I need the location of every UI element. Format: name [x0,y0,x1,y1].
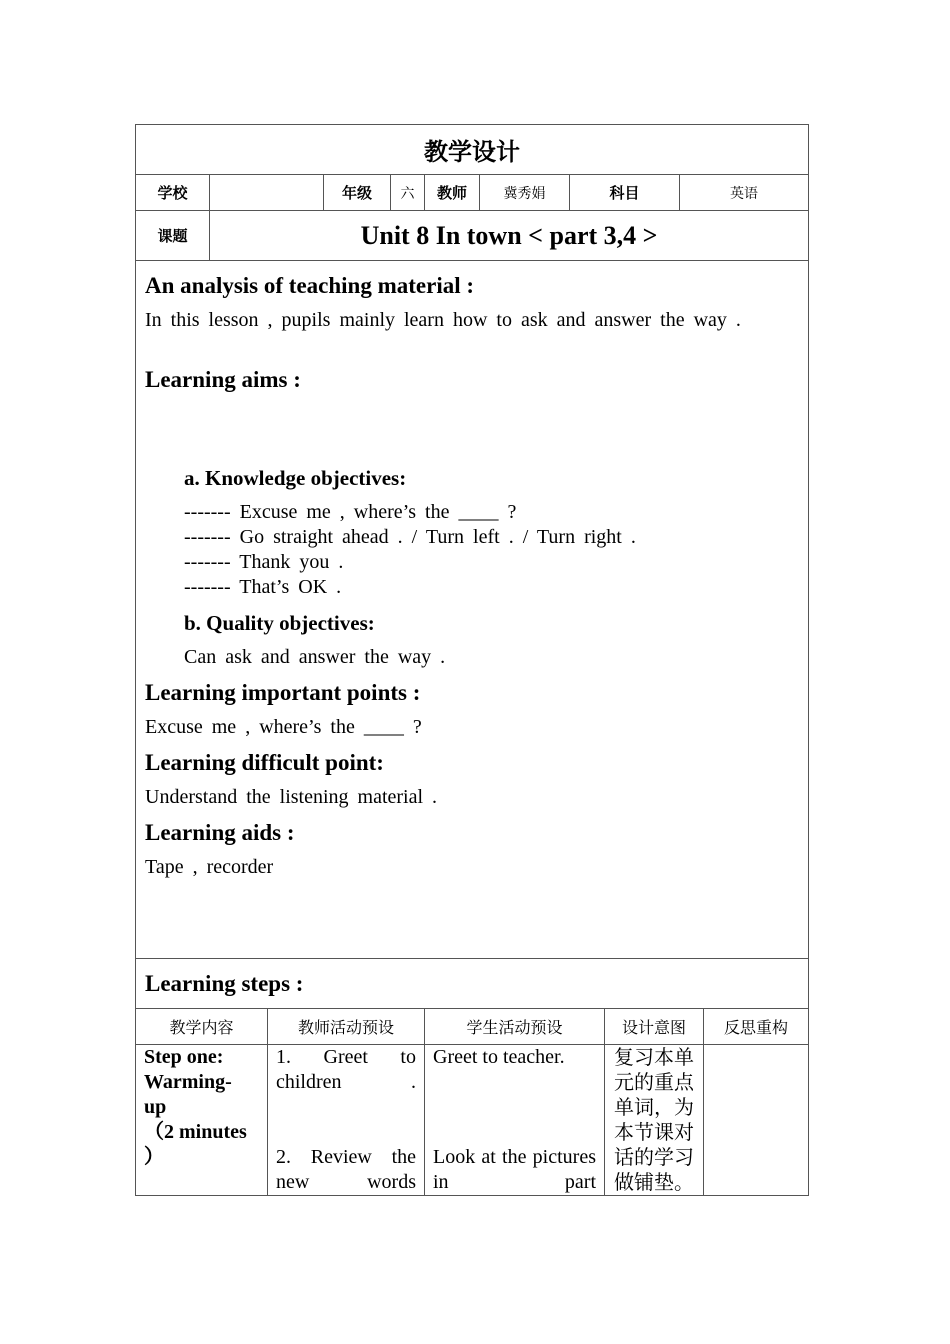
column-header: 反思重构 [704,1009,809,1045]
important-text: Excuse me , where’s the ____ ? [145,716,422,738]
teacher-label: 教师 [425,175,480,211]
column-header: 教学内容 [136,1009,268,1045]
teacher-activity-1: 1. Greet to children . [276,1046,416,1093]
step-line: Warming- [144,1071,232,1093]
knowledge-line: ------- Excuse me , where’s the ____ ? [184,501,517,523]
design-intent-cell: 复习本单元的重点单词，为本节课对话的学习做铺垫。 [605,1045,704,1196]
difficult-heading: Learning difficult point: [145,750,384,775]
teacher-activity-cell [268,1045,425,1196]
teacher-value: 冀秀娟 [480,175,570,211]
subject-label: 科目 [570,175,680,211]
table-row [136,1045,809,1196]
steps-heading: Learning steps : [145,970,304,996]
quality-heading: b. Quality objectives: [184,611,375,635]
knowledge-line: ------- Thank you . [184,551,344,573]
student-activity-1: Greet to teacher. [433,1046,565,1068]
student-activity-cell [425,1045,605,1196]
difficult-text: Understand the listening material . [145,786,438,808]
step-content-cell [136,1045,268,1196]
aids-text: Tape , recorder [145,856,274,878]
analysis-heading: An analysis of teaching material : [145,273,475,298]
aids-heading: Learning aids : [145,820,295,845]
knowledge-line: ------- That’s OK . [184,576,342,598]
step-line: ） [144,1146,164,1168]
important-heading: Learning important points : [145,680,421,705]
column-header: 学生活动预设 [425,1009,605,1045]
topic-title: Unit 8 In town < part 3,4 > [210,211,809,261]
lesson-plan-table [135,124,809,1196]
quality-text: Can ask and answer the way . [184,646,446,668]
knowledge-line: ------- Go straight ahead . / Turn left . / Turn right . [184,526,636,548]
knowledge-heading: a. Knowledge objectives: [184,466,407,490]
grade-value: 六 [391,175,425,211]
teacher-activity-2: 2. Review the new words [276,1146,416,1193]
steps-heading-cell [136,959,809,1009]
reflection-cell [704,1045,809,1196]
column-header: 教师活动预设 [268,1009,425,1045]
student-activity-2: Look at the pictures in part [433,1146,596,1193]
page-title: 教学设计 [136,125,809,175]
step-line: Step one: [144,1046,224,1068]
topic-label: 课题 [136,211,210,261]
grade-label: 年级 [324,175,391,211]
aims-heading: Learning aims : [145,367,301,392]
step-line: up [144,1096,167,1118]
lesson-plan-page [135,124,808,1196]
lesson-content [136,261,809,959]
school-value [210,175,324,211]
knowledge-list [145,500,799,600]
school-label: 学校 [136,175,210,211]
step-line: （2 minutes [144,1121,247,1143]
subject-value: 英语 [680,175,809,211]
column-header: 设计意图 [605,1009,704,1045]
analysis-text: In this lesson , pupils mainly learn how to ask and answer the way . [145,309,741,331]
